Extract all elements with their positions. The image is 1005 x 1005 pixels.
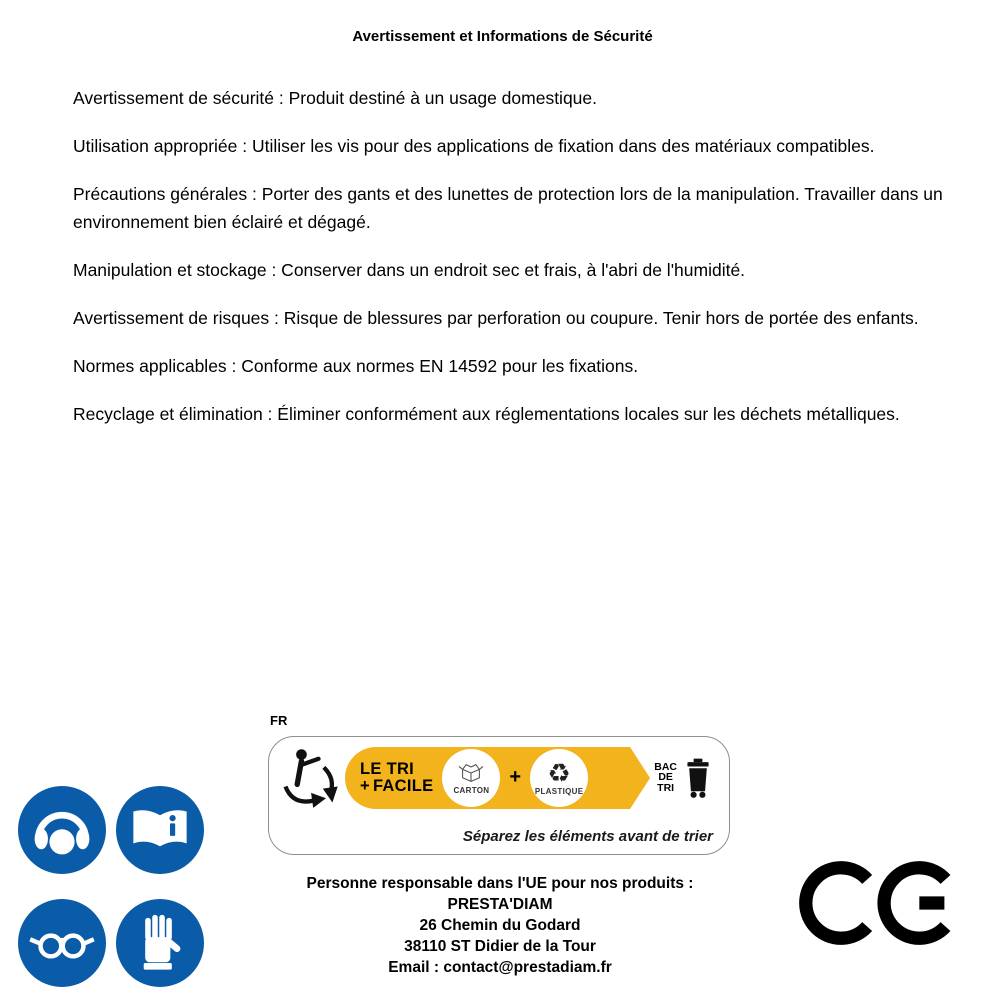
paragraph-appropriate-use: Utilisation appropriée : Utiliser les vis pour des applications de fixation dans des matériaux compatibles. [73,136,875,156]
safety-paragraphs [73,84,970,448]
letri-line2: + FACILE [360,776,434,795]
responsible-street: 26 Chemin du Godard [419,917,581,934]
material-carton [442,749,500,807]
wear-ear-protection-icon [18,786,106,874]
responsible-intro: Personne responsable dans l'UE pour nos produits : [306,875,694,892]
letri-facile-wordmark [360,761,433,795]
sorting-tagline: Séparez les éléments avant de trier [462,827,713,845]
triman-label-bottom-row [269,818,729,854]
carton-box-icon [456,761,486,785]
band-arrow-icon [630,747,650,809]
responsible-city: 38110 ST Didier de la Tour [404,938,596,955]
triman-label-top-row [269,737,729,818]
sorting-bin-icon [683,755,713,801]
bac-de-tri-label: BAC DE TRI [654,760,677,794]
paragraph-general-precautions: Précautions générales : Porter des gants et des lunettes de protection lors de la manipulation. Travailler dans un environnement bien éclairé et dégagé. [73,184,943,232]
paragraph-safety-warning: Avertissement de sécurité : Produit destiné à un usage domestique. [73,88,598,108]
plus-sign: + [360,776,370,795]
mandatory-pictograms [18,786,204,987]
wear-eye-protection-icon [18,899,106,987]
ce-mark-icon [798,850,953,956]
page-title: Avertissement et Informations de Sécurité [352,28,653,45]
paragraph-risk-warning: Avertissement de risques : Risque de blessures par perforation ou coupure. Tenir hors de portée des enfants. [73,308,919,328]
recycling-symbol-icon: ♻ [547,757,571,788]
letri-facile-band [345,747,630,809]
material-plastique [530,749,588,807]
paragraph-applicable-standards: Normes applicables : Conforme aux normes EN 14592 pour les fixations. [73,356,639,376]
triman-logo-icon [277,746,343,810]
wear-protective-gloves-icon [116,899,204,987]
triman-sorting-label [268,736,730,855]
carton-label: CARTON [453,785,490,795]
responsible-company: PRESTA'DIAM [447,896,553,913]
responsible-email: Email : contact@prestadiam.fr [388,959,612,976]
plus-sign: + [509,766,522,789]
letri-line1: LE TRI [360,759,415,778]
bac-de-tri-block [650,755,729,801]
paragraph-recycling-disposal: Recyclage et élimination : Éliminer conformément aux réglementations locales sur les déchets métalliques. [73,404,900,424]
responsible-person-block [250,873,750,978]
triman-country-code: FR [270,713,288,728]
plastique-label: PLASTIQUE [534,786,584,796]
read-instruction-manual-icon [116,786,204,874]
paragraph-handling-storage: Manipulation et stockage : Conserver dans un endroit sec et frais, à l'abri de l'humidité. [73,260,746,280]
